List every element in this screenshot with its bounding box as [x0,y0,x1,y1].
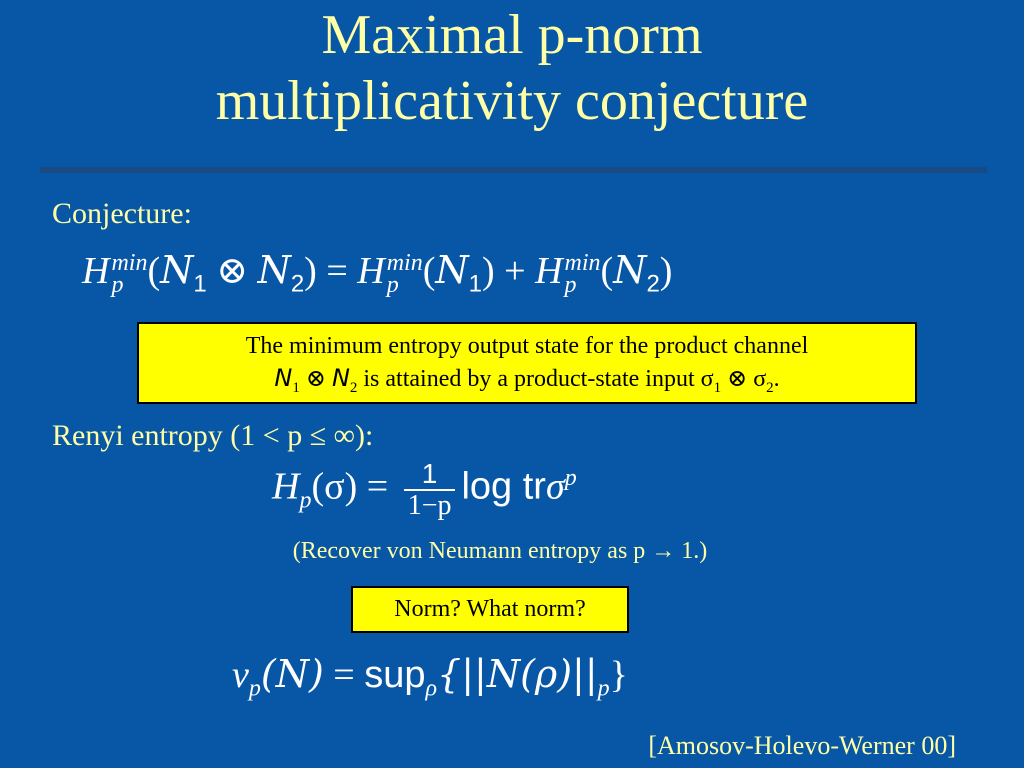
eq-sub-2b: 2 [646,270,660,298]
highlight-sub-2: 2 [349,379,358,396]
von-neumann-note: (Recover von Neumann entropy as p → 1.) [292,538,708,564]
norm-body-sub-p: p [597,675,610,702]
highlight-tensor-1: ⊗ [305,366,326,392]
renyi-arg: (σ) [311,465,358,508]
eq-channel-n2: N [257,248,291,292]
norm-sub-p: p [248,675,261,702]
eq-sub-p-2: p [386,272,399,299]
eq-plus: + [504,250,526,292]
highlight-sigma-2: σ [753,366,767,392]
renyi-fraction-denominator: 1−p [407,489,452,521]
highlight-sub-1: 1 [292,379,300,396]
renyi-sigma: σ [545,465,565,508]
eq-sub-p-1: p [111,272,124,299]
eq-tensor: ⊗ [216,250,249,292]
title-divider [40,167,987,173]
highlight-line-1: The minimum entropy output state for the product channel [245,333,809,359]
renyi-fraction [404,459,456,521]
highlight-mid-text: is attained by a product-state input [363,366,695,392]
eq-sup-min-1: min [111,250,148,277]
highlight-period: . [773,366,780,392]
eq-rparen-3: ) [659,250,673,292]
renyi-label: Renyi entropy (1 < p ≤ ∞): [52,419,374,452]
norm-equals: = [333,654,355,696]
highlight-channel-n2: N [331,364,350,392]
norm-question-box: Norm? What norm? [351,586,629,633]
renyi-equation [272,456,577,522]
slide-title [0,2,1024,134]
eq-sup-min-3: min [564,250,601,277]
norm-lhs-arg: (N) [260,652,324,696]
norm-body: {||N(ρ)|| [437,652,598,696]
highlight-channel-n1: N [274,364,293,392]
eq-lparen-3: ( [600,250,614,292]
conjecture-label: Conjecture: [52,197,192,230]
renyi-fraction-numerator: 1 [404,459,456,491]
eq-equals: = [326,250,348,292]
max-p-norm-equation [232,652,628,711]
norm-nu: ν [232,654,249,696]
highlight-sigma-sub-1: 1 [713,379,722,396]
eq-sub-1a: 1 [193,270,207,298]
highlight-sigma-1: σ [700,366,714,392]
renyi-equals: = [366,465,389,508]
eq-h-1: H [82,250,110,292]
eq-channel-n3: N [435,248,469,292]
renyi-log-trace: log tr [461,465,546,508]
eq-sub-p-3: p [564,272,577,299]
eq-sub-1b: 1 [468,270,482,298]
eq-channel-n4: N [613,248,647,292]
norm-close-brace: } [609,654,628,696]
eq-h-3: H [535,250,563,292]
renyi-sub-p: p [299,487,312,514]
eq-sup-min-2: min [386,250,423,277]
eq-channel-n1: N [160,248,194,292]
citation: [Amosov-Holevo-Werner 00] [648,731,956,760]
title-line-1: Maximal p-norm [321,4,703,66]
eq-rparen-1: ) [304,250,317,292]
eq-rparen-2: ) [481,250,495,292]
renyi-h: H [272,465,300,508]
highlight-line-2 [139,362,915,404]
eq-lparen-2: ( [422,250,436,292]
renyi-power-p: p [564,465,577,491]
conjecture-equation [82,248,672,307]
eq-lparen-1: ( [147,250,161,292]
minimum-entropy-highlight-box [137,322,917,404]
highlight-tensor-2: ⊗ [727,366,748,392]
title-line-2: multiplicativity conjecture [215,70,809,132]
eq-sub-2a: 2 [290,270,305,298]
norm-sup: sup [364,654,426,696]
highlight-sigma-sub-2: 2 [766,379,774,396]
norm-sub-rho: ρ [425,675,438,702]
eq-h-2: H [357,250,385,292]
